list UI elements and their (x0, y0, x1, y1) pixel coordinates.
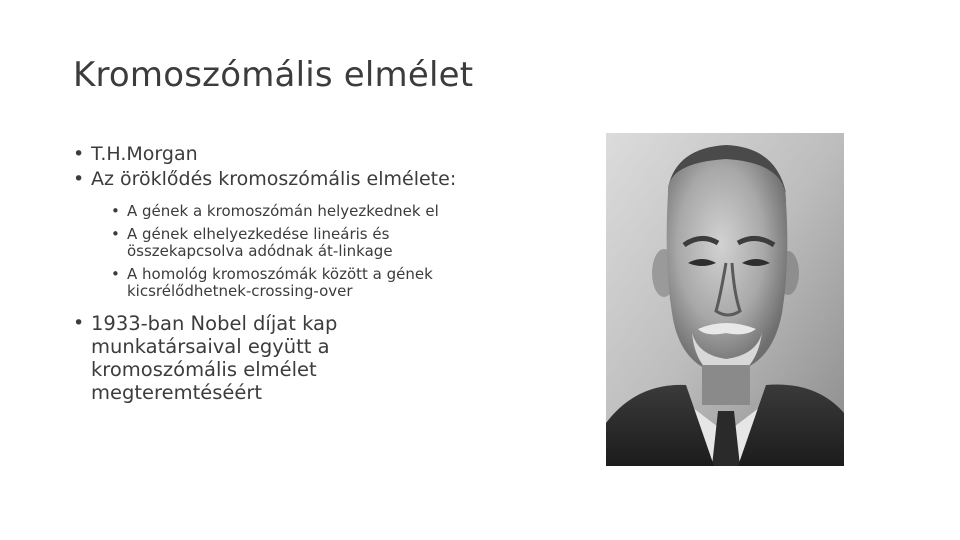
bullet-text: T.H.Morgan (91, 143, 198, 165)
portrait-photo (606, 133, 844, 466)
slide-title: Kromoszómális elmélet (73, 55, 474, 95)
bullet-marker: • (73, 168, 85, 190)
bullet-text: Az öröklődés kromoszómális elmélete: (91, 168, 457, 190)
sub-bullet-item (111, 203, 473, 220)
bullet-item (73, 168, 473, 191)
portrait-illustration (606, 133, 844, 466)
sub-bullet-list (111, 203, 473, 300)
bullet-item (73, 143, 473, 166)
bullet-marker: • (73, 312, 85, 334)
sub-bullet-text: A gének a kromoszómán helyezkednek el (127, 202, 439, 220)
bullet-list (73, 143, 473, 406)
neck (702, 365, 750, 405)
sub-bullet-text: A gének elhelyezkedése lineáris és összekapcsolva adódnak át-linkage (127, 225, 393, 260)
sub-bullet-item (111, 226, 473, 260)
bullet-marker: • (111, 202, 120, 220)
bullet-marker: • (111, 265, 120, 283)
sub-bullet-text: A homológ kromoszómák között a gének kicsrélődhetnek-crossing-over (127, 265, 433, 300)
bullet-text: 1933-ban Nobel díjat kap munkatársaival együtt a kromoszómális elmélet megteremtéséért (91, 312, 338, 404)
bullet-marker: • (73, 143, 85, 165)
bullet-item (73, 312, 473, 404)
sub-bullet-item (111, 266, 473, 300)
bullet-marker: • (111, 225, 120, 243)
